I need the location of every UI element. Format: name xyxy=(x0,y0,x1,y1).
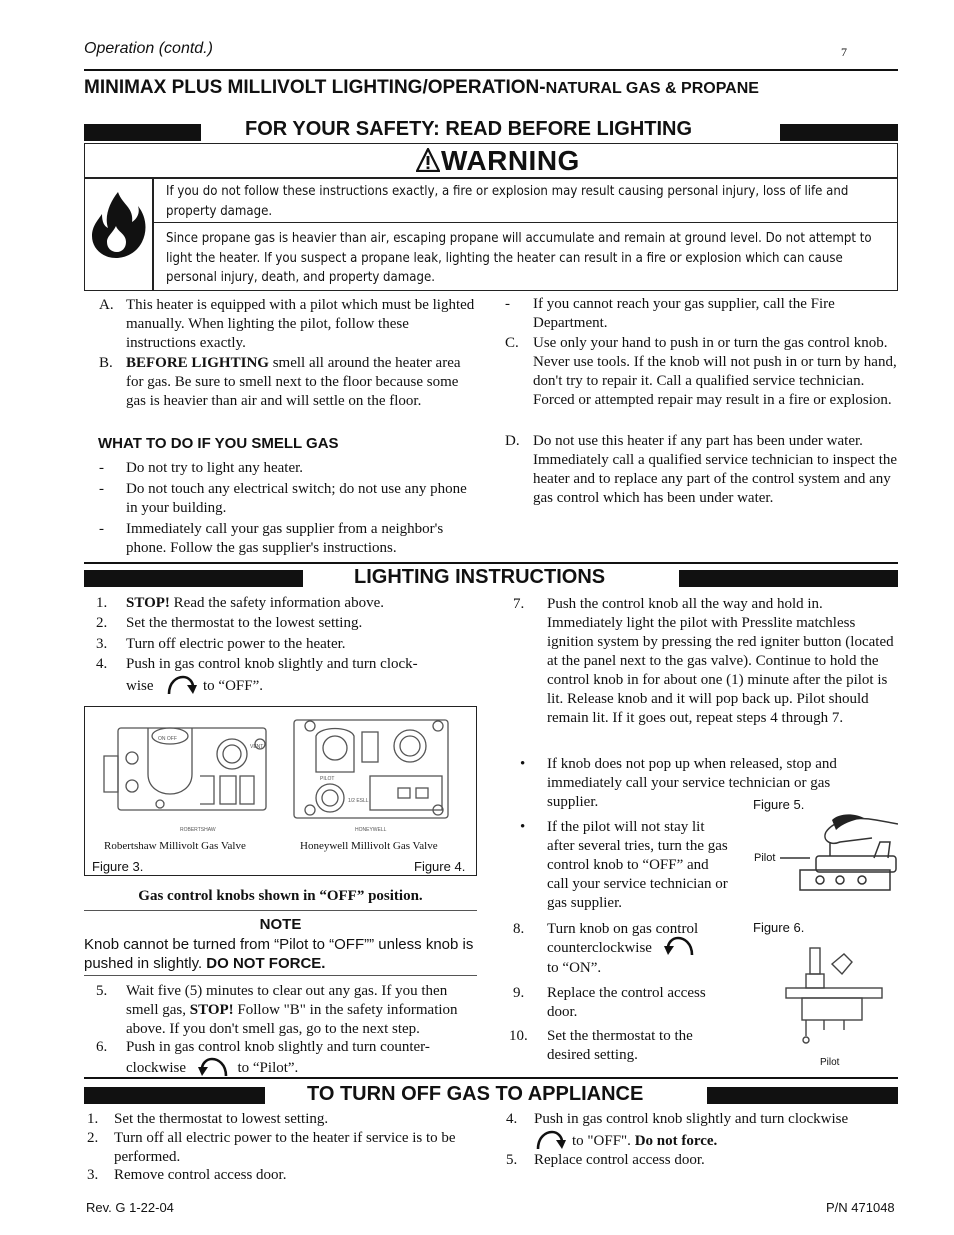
lighting-step-4-line2: wise to “OFF”. xyxy=(126,674,263,702)
warning-title xyxy=(416,145,580,179)
lighting-step-8-tail: to “ON”. xyxy=(547,960,602,976)
pilot-hand-image xyxy=(780,812,898,899)
title-main: MINIMAX PLUS MILLIVOLT LIGHTING/OPERATION- xyxy=(84,77,546,98)
lighting-step-6-line2: clockwise to “Pilot”. xyxy=(126,1056,298,1084)
heading-bar-left xyxy=(84,124,201,141)
title-sub: NATURAL GAS & PROPANE xyxy=(545,80,759,97)
heading-bar-left xyxy=(84,570,303,587)
page-number: 7 xyxy=(841,45,847,59)
footer-part-number: P/N 471048 xyxy=(826,1200,895,1215)
turnoff-heading: TO TURN OFF GAS TO APPLIANCE xyxy=(307,1083,644,1105)
note-rule-bottom xyxy=(84,975,477,976)
safety-heading: FOR YOUR SAFETY: READ BEFORE LIGHTING xyxy=(245,118,693,140)
robertshaw-brand: ROBERTSHAW xyxy=(180,827,216,833)
note-heading: NOTE xyxy=(259,916,302,933)
svg-text:VENT: VENT xyxy=(250,744,264,750)
counterclockwise-arrow-icon xyxy=(664,935,696,962)
knobs-caption: Gas control knobs shown in “OFF” position. xyxy=(138,888,423,904)
figure-5-label: Figure 5. xyxy=(753,797,805,812)
svg-text:ON OFF: ON OFF xyxy=(158,736,177,742)
figure-3-label: Figure 3. xyxy=(92,859,144,874)
warning-title-text: WARNING xyxy=(441,145,580,176)
heading-bar-right xyxy=(780,124,898,141)
honeywell-valve-image xyxy=(290,712,455,829)
header-rule xyxy=(84,69,898,71)
figure-5-pilot-label: Pilot xyxy=(754,852,776,864)
warning-text-1: If you do not follow these instructions exactly, a fire or explosion may result causing personal injury, loss of life and property damage. xyxy=(166,184,849,219)
note-text: Knob cannot be turned from “Pilot to “OFF”” unless knob is pushed in slightly. DO NOT FORCE. xyxy=(84,936,474,972)
robertshaw-valve-image xyxy=(100,714,275,824)
counterclockwise-arrow-icon xyxy=(198,1056,230,1084)
heading-bar-left xyxy=(84,1087,265,1104)
note-rule-top xyxy=(84,910,477,911)
heading-bar-right xyxy=(679,570,898,587)
warning-col-divider xyxy=(152,178,154,290)
fire-icon xyxy=(88,190,148,265)
figure-6-pilot-label: Pilot xyxy=(820,1057,840,1068)
warning-text-2: Since propane gas is heavier than air, escaping propane will accumulate and remain at ground level. Do not attempt to light the heater. If you suspect a propane leak, lighting the heater can result in a fire or explosion which can cause personal injury, death, and property damage. xyxy=(166,231,872,285)
honeywell-brand: HONEYWELL xyxy=(355,827,387,833)
figure-4-label: Figure 4. xyxy=(414,859,466,874)
warning-row-divider xyxy=(153,222,897,223)
svg-text:1/2 ESLL: 1/2 ESLL xyxy=(348,798,369,804)
pilot-assembly-image xyxy=(784,944,884,1059)
heading-bar-right xyxy=(707,1087,898,1104)
svg-text:PILOT: PILOT xyxy=(320,776,335,782)
honeywell-caption: Honeywell Millivolt Gas Valve xyxy=(300,840,438,852)
page-title xyxy=(84,77,759,99)
section-rule xyxy=(84,562,898,564)
lighting-heading: LIGHTING INSTRUCTIONS xyxy=(354,566,606,588)
warning-triangle-icon xyxy=(416,147,440,179)
robertshaw-caption: Robertshaw Millivolt Gas Valve xyxy=(104,840,246,852)
page-section-label: Operation (contd.) xyxy=(84,40,213,57)
figure-6-label: Figure 6. xyxy=(753,920,805,935)
section-rule xyxy=(84,1077,898,1079)
clockwise-arrow-icon xyxy=(165,674,197,702)
footer-revision: Rev. G 1-22-04 xyxy=(86,1200,174,1215)
smell-gas-heading: WHAT TO DO IF YOU SMELL GAS xyxy=(98,435,339,452)
turnoff-step-4-line2: to "OFF". Do not force. xyxy=(534,1129,717,1157)
